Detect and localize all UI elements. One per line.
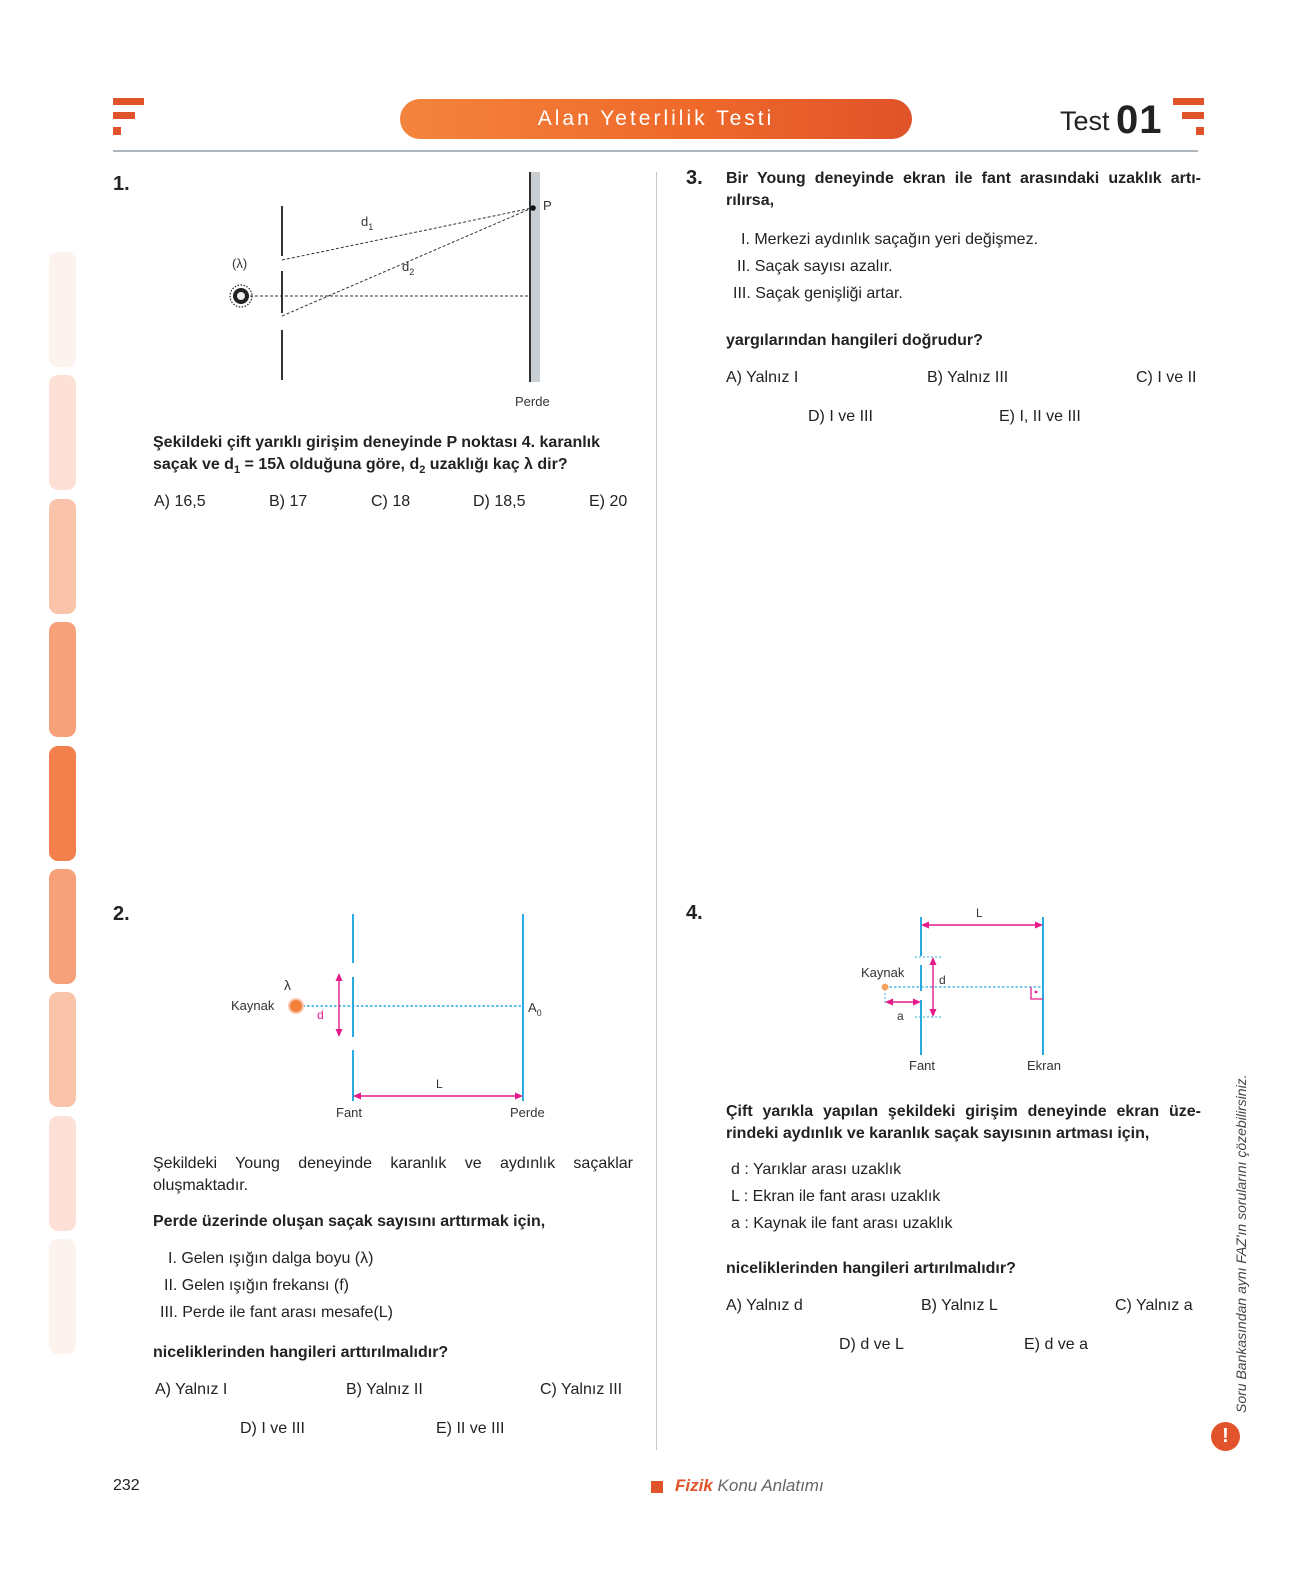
q1-option-c[interactable]: C) 18 bbox=[371, 493, 411, 510]
q4-label-fant: Fant bbox=[909, 1058, 936, 1073]
q4-option-d[interactable]: D) d ve L bbox=[839, 1336, 904, 1353]
side-tab-4[interactable] bbox=[49, 622, 76, 737]
q2-option-d[interactable]: D) I ve III bbox=[240, 1420, 305, 1437]
q3-option-b[interactable]: B) Yalnız III bbox=[927, 369, 1009, 386]
side-tab-8[interactable] bbox=[49, 1116, 76, 1231]
q3-number: 3. bbox=[686, 167, 703, 189]
q2-question: Perde üzerinde oluşan saçak sayısını arttırmak için, bbox=[153, 1213, 546, 1230]
q2-label-l: L bbox=[436, 1077, 443, 1091]
q3-option-a[interactable]: A) Yalnız I bbox=[726, 369, 799, 386]
side-tab-1[interactable] bbox=[49, 252, 76, 367]
q1-option-d[interactable]: D) 18,5 bbox=[473, 493, 526, 510]
q3-question: Bir Young deneyinde ekran ile fant arasındaki uzaklık artı- rılırsa, bbox=[726, 170, 1201, 209]
q2-label-lambda: λ bbox=[284, 977, 291, 993]
q2-source-icon bbox=[289, 999, 303, 1013]
q2-option-c[interactable]: C) Yalnız III bbox=[540, 1381, 623, 1398]
q2-intro: Şekildeki Young deneyinde karanlık ve aydınlık saçaklar oluşmaktadır. bbox=[153, 1155, 633, 1194]
q4-item-1: d : Yarıklar arası uzaklık bbox=[731, 1161, 902, 1178]
q3-option-c[interactable]: C) I ve II bbox=[1136, 369, 1197, 386]
q1-label-p: P bbox=[543, 198, 552, 213]
q1-number: 1. bbox=[113, 173, 130, 195]
page-number: 232 bbox=[113, 1477, 140, 1494]
footer-book-title: Fizik Konu Anlatımı bbox=[675, 1476, 824, 1495]
q4-option-b[interactable]: B) Yalnız L bbox=[921, 1297, 998, 1314]
q1-question: Şekildeki çift yarıklı girişim deneyinde P noktası 4. karanlık saçak ve $d_1 = 15\lambda$ olduğuna göre, $d_2$ uzaklığı kaç λ dir? bbox=[153, 434, 601, 477]
q4-label-l: L bbox=[976, 906, 983, 920]
q1-label-d1: $d_1$ bbox=[361, 214, 374, 232]
q2-item-1: I. Gelen ışığın dalga boyu (λ) bbox=[168, 1250, 374, 1267]
header-divider bbox=[113, 150, 1198, 152]
side-tab-3[interactable] bbox=[49, 499, 76, 614]
q2-label-a0: $A_0$ bbox=[528, 1000, 542, 1018]
side-tab-7[interactable] bbox=[49, 992, 76, 1107]
q4-item-2: L : Ekran ile fant arası uzaklık bbox=[731, 1188, 941, 1205]
q2-option-e[interactable]: E) II ve III bbox=[436, 1420, 505, 1437]
q1-label-d2: $d_2$ bbox=[402, 259, 415, 277]
side-tab-9[interactable] bbox=[49, 1239, 76, 1354]
brand-logo-right bbox=[1172, 98, 1204, 139]
q3-item-2: II. Saçak sayısı azalır. bbox=[737, 258, 893, 275]
q4-item-3: a : Kaynak ile fant arası uzaklık bbox=[731, 1215, 953, 1232]
q1-double-slit-figure bbox=[220, 170, 580, 415]
side-tab-5[interactable] bbox=[49, 746, 76, 861]
q4-option-a[interactable]: A) Yalnız d bbox=[726, 1297, 803, 1314]
q4-option-e[interactable]: E) d ve a bbox=[1024, 1336, 1089, 1353]
q2-ask: niceliklerinden hangileri arttırılmalıdır? bbox=[153, 1344, 449, 1361]
q2-option-b[interactable]: B) Yalnız II bbox=[346, 1381, 423, 1398]
q1-label-lambda: (λ) bbox=[232, 256, 248, 271]
test-number: 01 bbox=[1116, 98, 1163, 142]
q4-label-a: a bbox=[897, 1009, 904, 1023]
q4-number: 4. bbox=[686, 902, 703, 924]
q2-item-3: III. Perde ile fant arası mesafe(L) bbox=[160, 1304, 393, 1321]
q2-item-2: II. Gelen ışığın frekansı (f) bbox=[164, 1277, 349, 1294]
q3-option-d[interactable]: D) I ve III bbox=[808, 408, 873, 425]
footer-square-icon bbox=[651, 1481, 663, 1493]
q3-item-3: III. Saçak genişliği artar. bbox=[733, 285, 903, 302]
q1-light-source-icon bbox=[230, 285, 252, 307]
test-label: Test bbox=[1060, 106, 1110, 136]
q4-label-kaynak: Kaynak bbox=[861, 965, 905, 980]
q4-label-d: d bbox=[939, 973, 946, 987]
q2-number: 2. bbox=[113, 903, 130, 925]
q1-option-a[interactable]: A) 16,5 bbox=[154, 493, 206, 510]
q3-item-1: I. Merkezi aydınlık saçağın yeri değişmez. bbox=[741, 231, 1039, 248]
q2-label-d: d bbox=[317, 1008, 324, 1022]
q4-source-icon bbox=[882, 984, 888, 990]
q4-young-figure bbox=[855, 905, 1075, 1075]
q2-label-fant: Fant bbox=[336, 1105, 363, 1120]
q2-young-figure bbox=[230, 905, 560, 1120]
q1-label-perde: Perde bbox=[515, 394, 550, 409]
q3-ask: yargılarından hangileri doğrudur? bbox=[726, 332, 983, 349]
q2-label-perde: Perde bbox=[510, 1105, 545, 1120]
side-tab-2[interactable] bbox=[49, 375, 76, 490]
q4-ask: niceliklerinden hangileri artırılmalıdır? bbox=[726, 1260, 1016, 1277]
side-tab-6[interactable] bbox=[49, 869, 76, 984]
q4-question: Çift yarıkla yapılan şekildeki girişim deneyinde ekran üze- rindeki aydınlık ve karanlık saçak sayısının artması için, bbox=[726, 1103, 1201, 1142]
warning-icon: ! bbox=[1211, 1422, 1240, 1451]
sidebar-note: Soru Bankasından aynı FAZ'ın sorularını çözebilirsiniz. bbox=[1233, 1074, 1249, 1413]
q2-label-kaynak: Kaynak bbox=[231, 998, 275, 1013]
brand-logo-left bbox=[113, 98, 145, 139]
test-title-banner: Alan Yeterlilik Testi bbox=[400, 99, 912, 139]
q3-option-e[interactable]: E) I, II ve III bbox=[999, 408, 1081, 425]
q1-option-e[interactable]: E) 20 bbox=[589, 493, 628, 510]
q4-option-c[interactable]: C) Yalnız a bbox=[1115, 1297, 1193, 1314]
q1-option-b[interactable]: B) 17 bbox=[269, 493, 308, 510]
q2-option-a[interactable]: A) Yalnız I bbox=[155, 1381, 228, 1398]
column-divider bbox=[656, 172, 657, 1450]
q4-label-ekran: Ekran bbox=[1027, 1058, 1061, 1073]
